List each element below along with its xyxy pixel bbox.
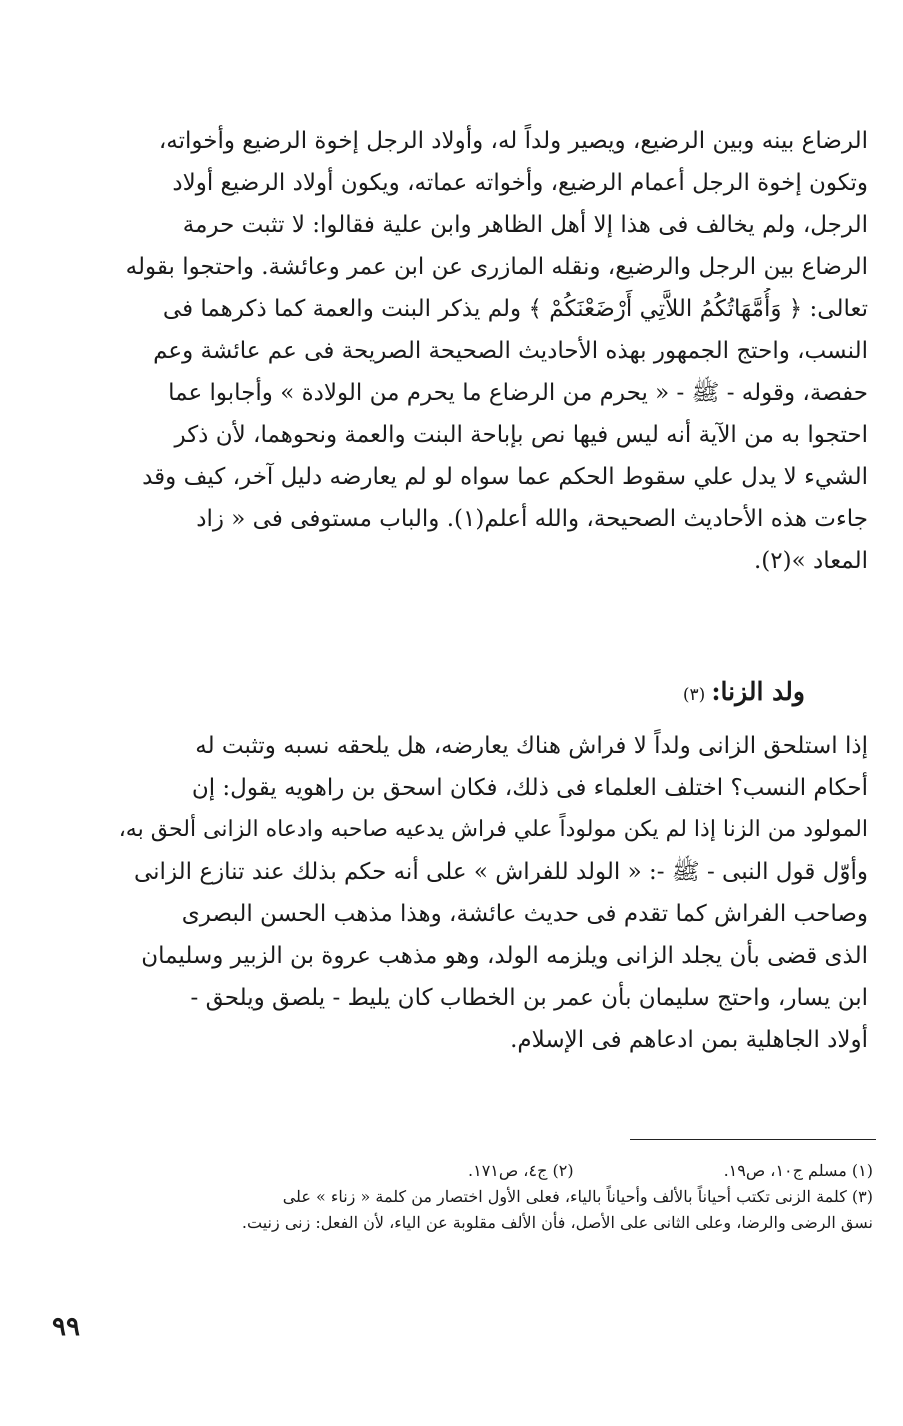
section-heading-title: ولد الزنا:: [711, 677, 805, 706]
page-number: ٩٩: [52, 1312, 80, 1342]
text-line: أولاد الجاهلية بمن ادعاهم فى الإسلام.: [510, 1027, 868, 1053]
text-line: الرجل، ولم يخالف فى هذا إلا أهل الظاهر وابن علية فقالوا: لا تثبت حرمة: [182, 212, 868, 238]
footnote-3-line: (٣) كلمة الزنى تكتب أحياناً بالألف وأحياناً بالياء، فعلى الأول اختصار من كلمة « زناء » على: [282, 1187, 873, 1206]
text-line: أحكام النسب؟ اختلف العلماء فى ذلك، فكان اسحق بن راهويه يقول: إن: [191, 775, 868, 801]
text-line: النسب، واحتج الجمهور بهذه الأحاديث الصحيحة الصريحة فى عم عائشة وعم: [153, 338, 868, 364]
text-line: وصاحب الفراش كما تقدم فى حديث عائشة، وهذا مذهب الحسن البصرى: [181, 901, 868, 927]
footnote-3-line: نسق الرضى والرضا، وعلى الثانى على الأصل، فأن الألف مقلوبة عن الياء، لأن الفعل: زنى زنيت.: [241, 1213, 873, 1232]
text-line: الرضاع بين الرجل والرضيع، ونقله المازرى عن ابن عمر وعائشة. واحتجوا بقوله: [125, 254, 868, 280]
paragraph-walad-al-zina: [42, 725, 868, 1061]
text-line: حفصة، وقوله - ﷺ - « يحرم من الرضاع ما يحرم من الولادة » وأجابوا عما: [168, 380, 868, 406]
text-line: الشيء لا يدل علي سقوط الحكم عما سواه لو لم يعارضه دليل آخر، كيف وقد: [142, 464, 868, 490]
text-line: الذى قضى بأن يجلد الزانى ويلزمه الولد، وهو مذهب عروة بن الزبير وسليمان: [141, 943, 868, 969]
text-line: المولود من الزنا إذا لم يكن مولوداً علي فراش يدعيه صاحبه وادعاه الزانى ألحق به،: [118, 817, 868, 842]
text-line: الرضاع بينه وبين الرضيع، ويصير ولداً له، وأولاد الرجل إخوة الرضيع وأخواته،: [158, 128, 868, 154]
footnote-row: [68, 1158, 873, 1184]
footnotes: [68, 1158, 873, 1236]
footnote-2: (٢) ج٤، ص١٧١.: [468, 1161, 574, 1180]
footnote-separator: [630, 1139, 876, 1140]
text-line: إذا استلحق الزانى ولداً لا فراش هناك يعارضه، هل يلحقه نسبه وتثبت له: [195, 733, 868, 759]
footnote-1: (١) مسلم ج١٠، ص١٩.: [723, 1161, 873, 1180]
paragraph-rida-continuation: [42, 120, 868, 582]
text-line: المعاد »(٢).: [753, 548, 868, 574]
footnote-reference: (٣): [682, 685, 706, 705]
text-line: وأوّل قول النبى - ﷺ -: « الولد للفراش » على أنه حكم بذلك عند تنازع الزانى: [133, 859, 868, 885]
text-line: ابن يسار، واحتج سليمان بأن عمر بن الخطاب كان يليط - يلصق ويلحق -: [190, 985, 868, 1011]
text-line: وتكون إخوة الرجل أعمام الرضيع، وأخواته عماته، ويكون أولاد الرضيع أولاد: [172, 170, 868, 196]
text-line: تعالى: ﴿ وَأُمَّهَاتُكُمُ اللاَّتِي أَرْضَعْنَكُمْ ﴾ ولم يذكر البنت والعمة كما ذكرهما فى: [162, 296, 868, 322]
text-line: جاءت هذه الأحاديث الصحيحة، والله أعلم(١). والباب مستوفى فى « زاد: [196, 506, 868, 532]
text-line: احتجوا به من الآية أنه ليس فيها نص بإباحة البنت والعمة ونحوهما، لأن ذكر: [174, 422, 868, 448]
section-heading: [683, 672, 805, 712]
